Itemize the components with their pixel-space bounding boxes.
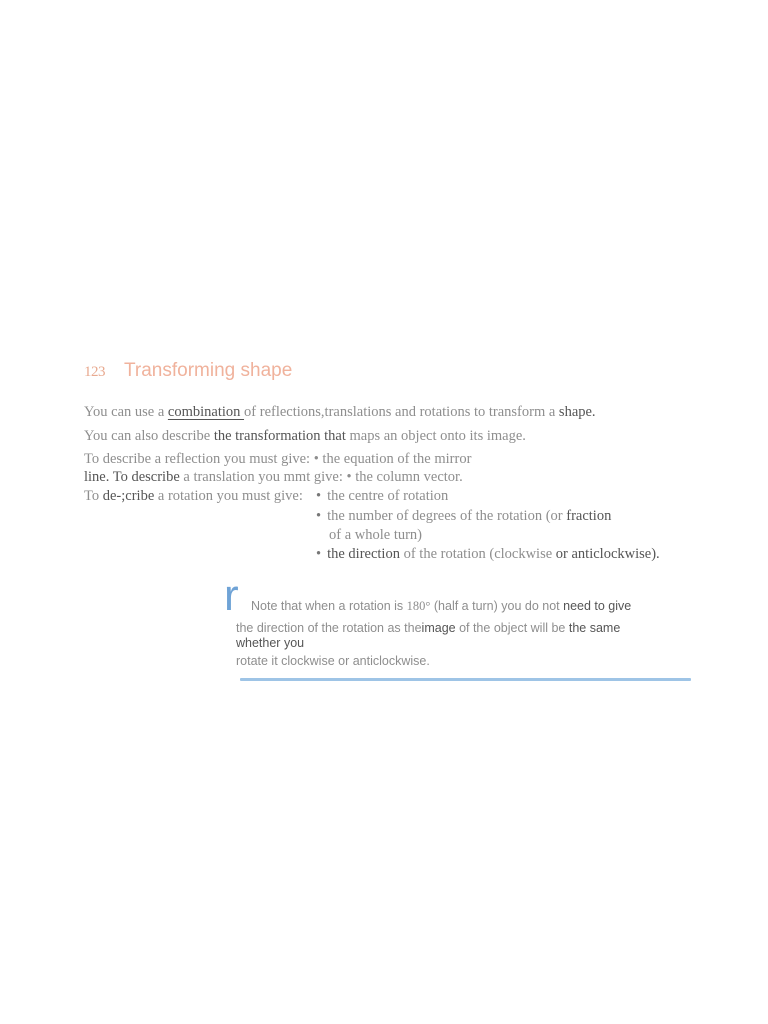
bullet-item [316, 488, 448, 505]
note-marker-glyph: r [224, 571, 239, 620]
text-span: of a whole turn) [329, 527, 423, 543]
paragraph-line-3 [84, 451, 471, 468]
bullet-item [316, 508, 611, 525]
text-span: To describe [109, 469, 180, 485]
bullet-icon: • [316, 508, 322, 524]
text-span: You can use a [84, 404, 168, 420]
underlined-term: combination [167, 404, 245, 420]
text-span: of reflections,translations and rotations to transform a [244, 404, 559, 420]
bullet-item [316, 546, 660, 563]
text-span: de-;cribe [102, 488, 155, 504]
section-title: Transforming shape [124, 360, 293, 381]
text-span: 180° [406, 599, 431, 613]
text-span: fraction [566, 508, 612, 524]
text-span: or anticlockwise). [555, 546, 660, 562]
text-span: You can also describe [84, 428, 214, 444]
text-span: of the object will be [455, 621, 569, 635]
text-span: the direction [327, 546, 400, 562]
text-span: the transformation that [213, 428, 346, 444]
bullet-continuation [329, 527, 422, 544]
section-heading [84, 360, 292, 386]
paragraph-line-5 [84, 488, 303, 505]
bullet-icon: • [316, 488, 322, 504]
text-span: line. [84, 469, 110, 485]
text-span: maps an object onto its image. [345, 428, 526, 444]
paragraph-line-2 [84, 428, 526, 445]
text-span: (half a turn) you do not [430, 599, 564, 613]
text-span: a translation you mmt give: • the column vector. [179, 469, 463, 485]
text-span: the same [568, 621, 621, 635]
section-number: 123 [84, 364, 105, 380]
text-span: Note that when a rotation is [251, 599, 407, 613]
text-span: To describe a reflection you must give: [84, 451, 314, 467]
text-span: rotate it clockwise or anticlockwise. [236, 654, 430, 668]
text-span: the centre of rotation [327, 488, 449, 504]
text-span: • the equation of the mirror [313, 451, 472, 467]
bullet-icon: • [316, 546, 322, 562]
note-divider [240, 678, 691, 681]
text-span: image [421, 621, 456, 635]
note-line-3 [236, 636, 304, 650]
text-span: whether you [236, 636, 305, 650]
text-span: the direction of the rotation as the [236, 621, 422, 635]
paragraph-line-4 [84, 469, 463, 486]
text-span: of the rotation (clockwise [399, 546, 556, 562]
note-line-1 [251, 599, 631, 614]
text-span: To [84, 488, 103, 504]
text-span: shape. [558, 404, 596, 420]
note-line-2 [236, 621, 620, 635]
paragraph-line-1 [84, 404, 596, 421]
text-span: the number of degrees of the rotation (or [327, 508, 567, 524]
text-span: a rotation you must give: [154, 488, 303, 504]
text-span: need to give [563, 599, 632, 613]
note-line-4 [236, 654, 430, 668]
